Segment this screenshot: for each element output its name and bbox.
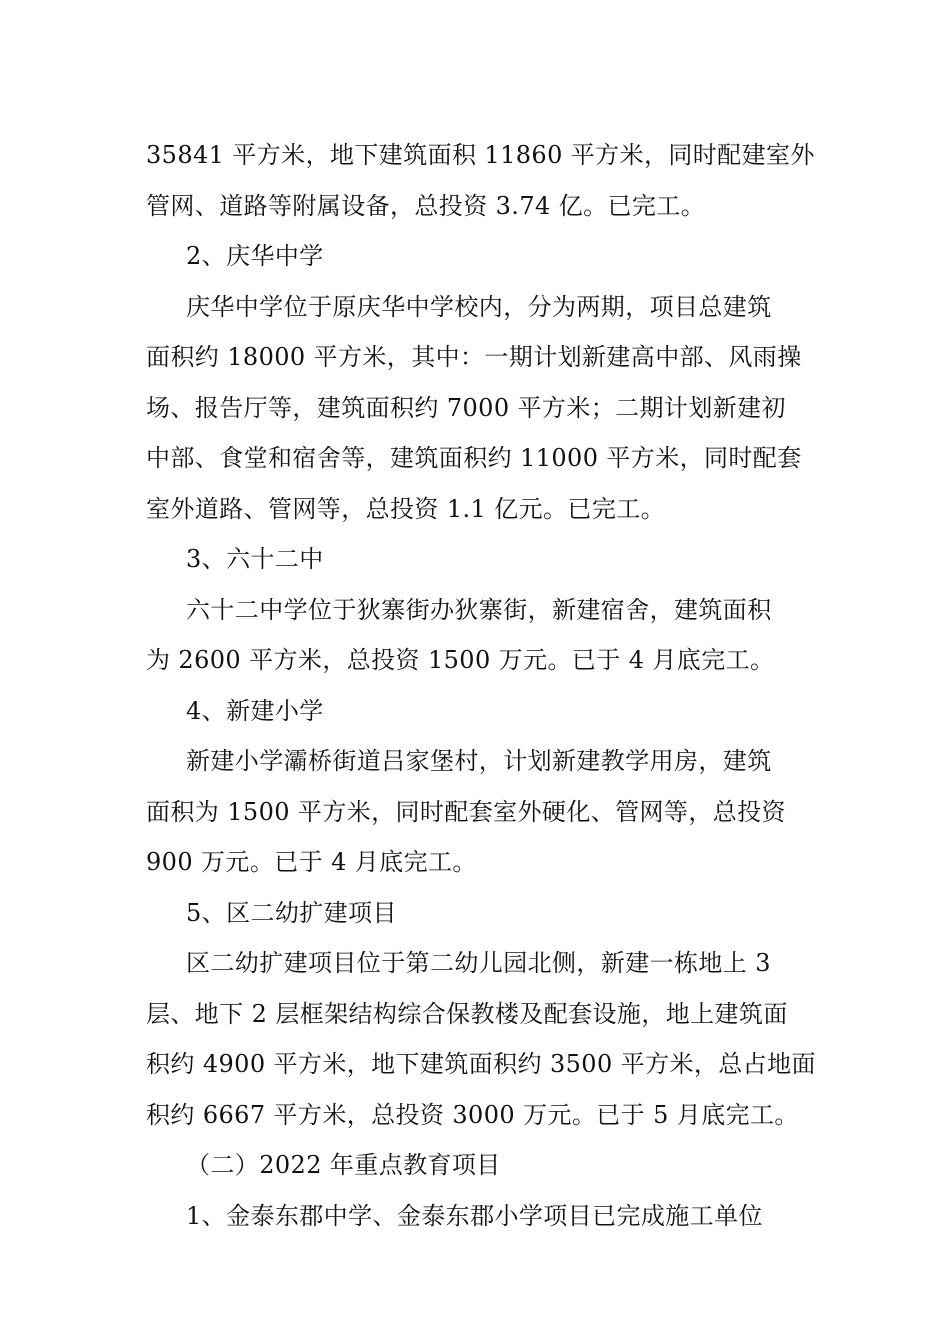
text-line: 新建小学灞桥街道吕家堡村，计划新建教学用房，建筑 xyxy=(186,747,772,775)
text-line: 900 万元。已于 4 月底完工。 xyxy=(146,848,477,876)
section-heading: 3、六十二中 xyxy=(186,545,324,573)
section-heading: （二）2022 年重点教育项目 xyxy=(186,1151,501,1179)
text-line: 积约 4900 平方米，地下建筑面积约 3500 平方米，总占地面 xyxy=(146,1050,816,1078)
text-line: 1、金泰东郡中学、金泰东郡小学项目已完成施工单位 xyxy=(186,1201,763,1230)
text-line: 区二幼扩建项目位于第二幼儿园北侧，新建一栋地上 3 xyxy=(186,949,771,977)
text-line: 面积约 18000 平方米，其中：一期计划新建高中部、风雨操 xyxy=(146,343,802,371)
section-heading: 4、新建小学 xyxy=(186,696,324,725)
text-line: 六十二中学位于狄寨街办狄寨街，新建宿舍，建筑面积 xyxy=(186,595,772,624)
section-heading: 2、庆华中学 xyxy=(186,242,324,270)
text-line: 庆华中学位于原庆华中学校内，分为两期，项目总建筑 xyxy=(186,292,772,321)
text-line: 室外道路、管网等，总投资 1.1 亿元。已完工。 xyxy=(146,494,666,523)
text-line: 积约 6667 平方米，总投资 3000 万元。已于 5 月底完工。 xyxy=(146,1100,799,1129)
section-heading: 5、区二幼扩建项目 xyxy=(186,898,397,927)
text-line: 管网、道路等附属设备，总投资 3.74 亿。已完工。 xyxy=(146,191,706,220)
document-body xyxy=(146,130,816,1241)
text-line: 面积为 1500 平方米，同时配套室外硬化、管网等，总投资 xyxy=(146,797,786,826)
text-line: 35841 平方米，地下建筑面积 11860 平方米，同时配建室外 xyxy=(146,141,815,169)
text-line: 为 2600 平方米，总投资 1500 万元。已于 4 月底完工。 xyxy=(146,646,775,674)
text-line: 中部、食堂和宿舍等，建筑面积约 11000 平方米，同时配套 xyxy=(146,444,802,472)
text-line: 场、报告厅等，建筑面积约 7000 平方米；二期计划新建初 xyxy=(146,393,786,422)
text-line: 层、地下 2 层框架结构综合保教楼及配套设施，地上建筑面 xyxy=(146,999,788,1028)
